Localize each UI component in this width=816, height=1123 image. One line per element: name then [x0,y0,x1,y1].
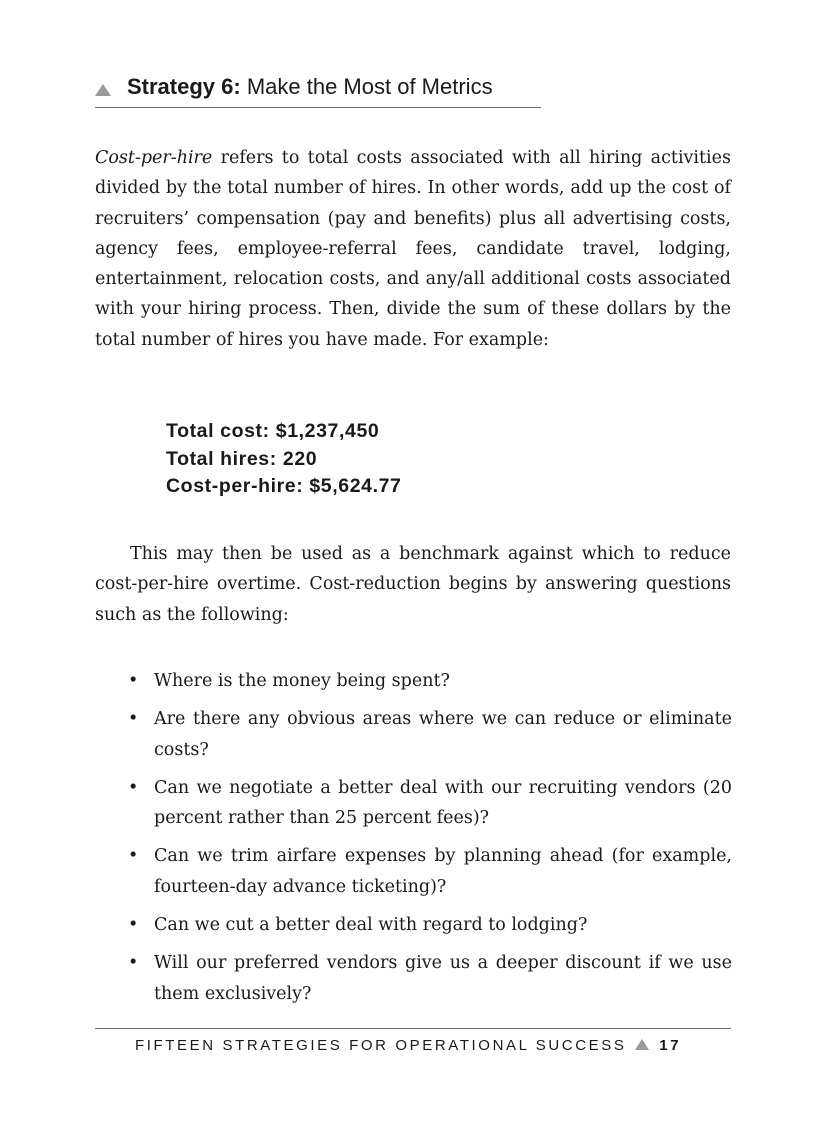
list-item [126,910,732,940]
intro-paragraph [95,143,731,355]
bullet-icon: • [128,709,139,730]
section-header [95,72,541,108]
running-footer [135,1037,681,1054]
section-title-name: Make the Most of Metrics [240,74,493,99]
footer-rule [95,1028,731,1029]
section-title-strategy: Strategy 6: [127,74,241,99]
example-cost-per-hire: Cost-per-hire: $5,624.77 [166,475,402,497]
list-item [126,841,732,902]
page-number: 17 [659,1037,682,1054]
list-item [126,704,732,765]
bullet-icon: • [128,777,139,798]
triangle-icon [635,1039,649,1050]
questions-list [126,666,732,1017]
list-item-text: Will our preferred vendors give us a deeper discount if we use them exclusively? [154,953,732,1004]
example-figures [166,418,402,501]
triangle-icon [95,84,111,96]
list-item [126,666,732,696]
bullet-icon: • [128,671,139,691]
example-total-hires: Total hires: 220 [166,447,318,470]
list-item [126,948,732,1009]
bullet-icon: • [128,846,139,867]
bullet-icon: • [128,915,139,936]
footer-book-title: FIFTEEN STRATEGIES FOR OPERATIONAL SUCCESS [135,1037,627,1054]
list-item [126,773,732,834]
list-item-text: Are there any obvious areas where we can reduce or eliminate costs? [154,709,732,760]
bullet-icon: • [128,953,139,974]
list-item-text: Where is the money being spent? [154,671,450,691]
intro-paragraph-text: refers to total costs associated with all hiring activities divided by the total number of hires. In other words, add up the cost of recruiters’ compensation (pay and benefits) plus all advertising costs, agency fees, employee-referral fees, candidate travel, lodging, entertainment, relocation costs, and any/all additional costs associated with your hiring process. Then, divide the sum of these dollars by the total number of hires you have made. For example: [95,148,731,350]
list-item-text: Can we cut a better deal with regard to lodging? [154,915,588,936]
section-title [127,74,493,100]
term-cost-per-hire: Cost-per-hire [95,148,213,168]
list-item-text: Can we negotiate a better deal with our recruiting vendors (20 percent rather than 25 percent fees)? [154,777,732,829]
list-item-text: Can we trim airfare expenses by planning ahead (for example, fourteen-day advance ticketing)? [154,846,732,897]
benchmark-paragraph: This may then be used as a benchmark against which to reduce cost-per-hire overtime. Cost-reduction begins by answering questions such as the following: [95,544,731,625]
example-total-cost: Total cost: $1,237,450 [166,420,380,442]
